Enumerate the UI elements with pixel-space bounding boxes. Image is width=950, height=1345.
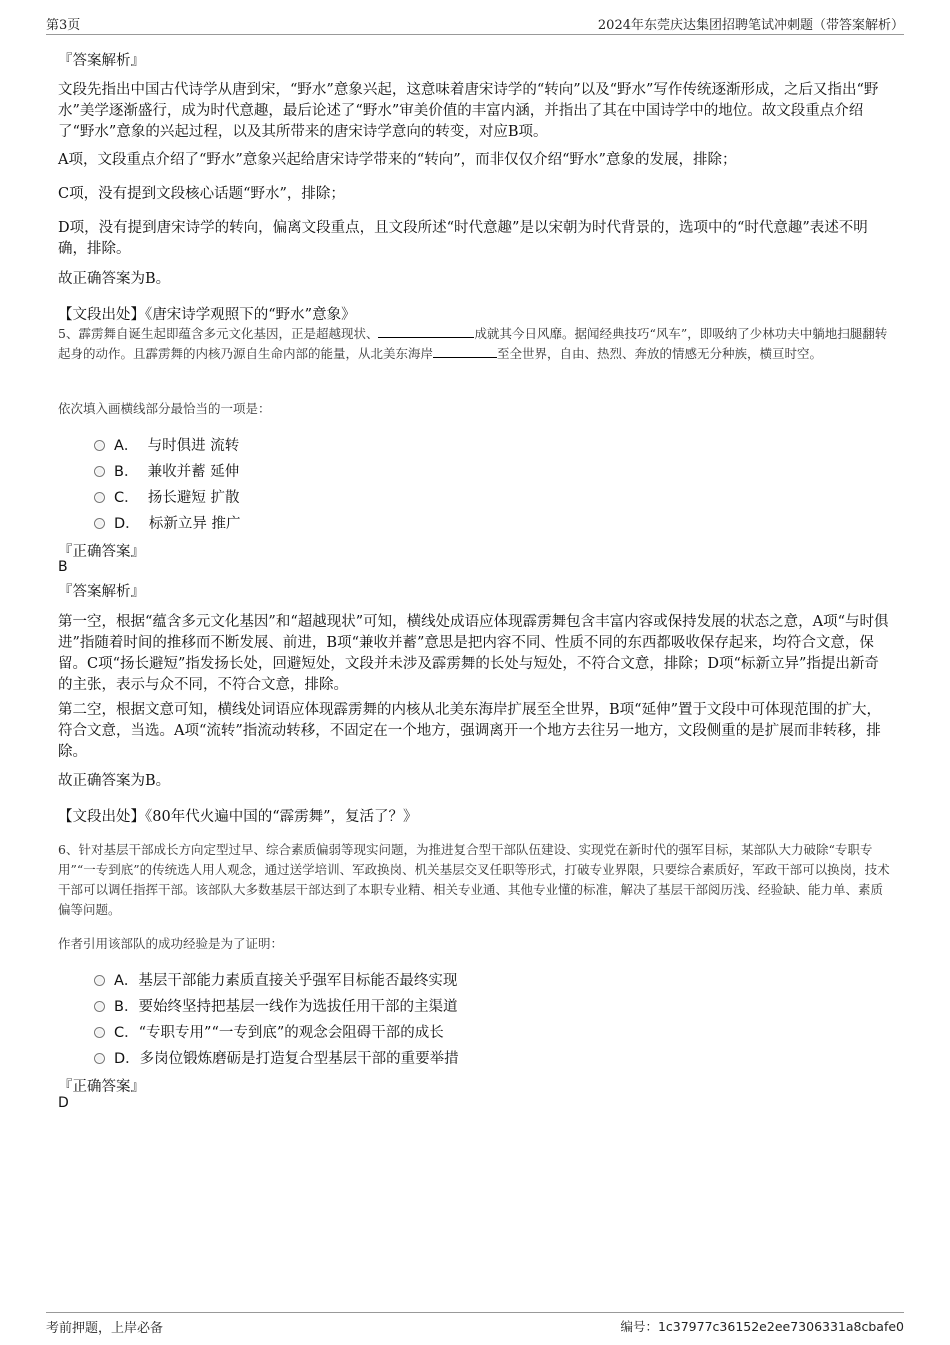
radio-icon[interactable] — [94, 440, 105, 451]
q5-stem-part-c: 至全世界，自由、热烈、奔放的情感无分种族，横亘时空。 — [497, 346, 823, 361]
q5-blank-1 — [378, 324, 474, 338]
q4-analysis-label: 『答案解析』 — [58, 53, 145, 69]
q6-answer-label: 『正确答案』 — [58, 1079, 145, 1095]
q5-answer: B — [58, 559, 68, 575]
source-label: 【文段出处】 — [58, 809, 145, 825]
q5-source — [58, 805, 418, 826]
source-label: 【文段出处】 — [58, 307, 145, 323]
radio-icon[interactable] — [94, 975, 105, 986]
radio-icon[interactable] — [94, 1027, 105, 1038]
q5-answer-label: 『正确答案』 — [58, 544, 145, 560]
q4-source — [58, 303, 356, 324]
q5-analysis-p3: 故正确答案为B。 — [58, 773, 171, 789]
q4-analysis-p1: 文段先指出中国古代诗学从唐到宋，“野水”意象兴起，这意味着唐宋诗学的“转向”以及“野水”写作传统逐渐形成，之后又指出“野水”美学逐渐盛行，成为时代意趣，最后论述了“野水”审美价值的丰富内涵，并指出了其在中国诗学中的地位。故文段重点介绍了“野水”意象的兴起过程，以及其所带来的唐宋诗学意向的转变，对应B项。 — [58, 82, 879, 140]
option-text: “专职专用”“一专到底”的观念会阻碍干部的成长 — [138, 1025, 444, 1041]
q5-analysis-label: 『答案解析』 — [58, 584, 145, 600]
option-text: 扬长避短 扩散 — [147, 490, 240, 506]
q4-analysis-p3: C项，没有提到文段核心话题“野水”，排除； — [58, 186, 345, 202]
q6-option-c[interactable] — [94, 1021, 444, 1042]
source-title: 《唐宋诗学观照下的“野水”意象》 — [145, 307, 356, 323]
q6-stem: 6、针对基层干部成长方向定型过早、综合素质偏弱等现实问题，为推进复合型干部队伍建设、实现党在新时代的强军目标，某部队大力破除“专职专用”“一专到底”的传统选人用人观念，通过送学培训、军政换岗、机关基层交叉任职等形式，打破专业界限，只要综合素质好，军政干部可以换岗，技术干部可以调任指挥干部。该部队大多数基层干部达到了本职专业精、相关专业通、其他专业懂的标准，解决了基层干部阅历浅、经验缺、能力单、素质偏等问题。 — [58, 842, 890, 917]
radio-icon[interactable] — [94, 1001, 105, 1012]
q5-stem-part-a: 5、霹雳舞自诞生起即蕴含多元文化基因，正是超越现状、 — [58, 326, 379, 341]
option-letter: C． — [114, 490, 139, 506]
option-text: 标新立异 推广 — [148, 516, 241, 532]
option-text: 要始终坚持把基层一线作为选拔任用干部的主渠道 — [138, 999, 458, 1015]
radio-icon[interactable] — [94, 466, 105, 477]
q6-option-d[interactable] — [94, 1047, 459, 1068]
option-letter: D． — [114, 1051, 140, 1067]
option-text: 多岗位锻炼磨砺是打造复合型基层干部的重要举措 — [139, 1051, 459, 1067]
q5-option-a[interactable] — [94, 434, 239, 455]
option-letter: D． — [114, 516, 140, 532]
q6-option-b[interactable] — [94, 995, 457, 1016]
option-letter: B． — [114, 464, 139, 480]
q5-prompt: 依次填入画横线部分最恰当的一项是： — [58, 401, 271, 416]
page-number: 第3页 — [46, 18, 81, 33]
option-letter: C． — [114, 1025, 139, 1041]
page-footer — [46, 1312, 904, 1335]
q5-option-c[interactable] — [94, 486, 239, 507]
radio-icon[interactable] — [94, 518, 105, 529]
document-title: 2024年东莞庆达集团招聘笔试冲刺题（带答案解析） — [597, 18, 904, 33]
q5-stem-part-b: 成就其今日风靡。据闻经典技巧“风车”，即吸纳了少林功夫中躺地扫腿翻转起身的动作。且霹雳舞的内核乃源自生命内部的能量，从北美东海岸 — [58, 326, 888, 361]
option-text: 基层干部能力素质直接关乎强军目标能否最终实现 — [138, 973, 458, 989]
page-header — [46, 14, 904, 35]
source-title: 《80年代火遍中国的“霹雳舞”，复活了？》 — [145, 809, 418, 825]
option-letter: B． — [114, 999, 139, 1015]
option-text: 兼收并蓄 延伸 — [147, 464, 240, 480]
q6-prompt: 作者引用该部队的成功经验是为了证明： — [58, 936, 284, 951]
q5-option-d[interactable] — [94, 512, 241, 533]
q6-answer: D — [58, 1095, 69, 1111]
q6-option-a[interactable] — [94, 969, 457, 990]
q5-option-b[interactable] — [94, 460, 239, 481]
option-letter: A． — [114, 438, 139, 454]
q4-analysis-p4: D项，没有提到唐宋诗学的转向，偏离文段重点，且文段所述“时代意趣”是以宋朝为时代背景的，选项中的“时代意趣”表述不明确，排除。 — [58, 220, 868, 257]
q5-stem — [58, 324, 892, 364]
radio-icon[interactable] — [94, 1053, 105, 1064]
footer-slogan: 考前押题，上岸必备 — [46, 1321, 164, 1336]
q5-blank-2 — [433, 344, 497, 358]
q5-analysis-p2: 第二空，根据文意可知，横线处词语应体现霹雳舞的内核从北美东海岸扩展至全世界，B项“延伸”置于文段中可体现范围的扩大，符合文意，当选。A项“流转”指流动转移，不固定在一个地方，强调离开一个地方去往另一地方，文段侧重的是扩展而非转移，排除。 — [58, 702, 881, 760]
option-letter: A． — [114, 973, 139, 989]
option-text: 与时俱进 流转 — [147, 438, 240, 454]
q4-analysis-p2: A项，文段重点介绍了“野水”意象兴起给唐宋诗学带来的“转向”，而非仅仅介绍“野水”意象的发展，排除； — [58, 152, 737, 168]
q5-analysis-p1: 第一空，根据“蕴含多元文化基因”和“超越现状”可知，横线处成语应体现霹雳舞包含丰富内容或保持发展的状态之意，A项“与时俱进”指随着时间的推移而不断发展、前进，B项“兼收并蓄”意思是把内容不同、性质不同的东西都吸收保存起来，均符合文意，保留。C项“扬长避短”指发扬长处，回避短处，文段并未涉及霹雳舞的长处与短处，不符合文意，排除；D项“标新立异”指提出新奇的主张，表示与众不同，不符合文意，排除。 — [58, 614, 889, 693]
document-code: 编号：1c37977c36152e2ee7306331a8cbafe0 — [620, 1319, 904, 1334]
radio-icon[interactable] — [94, 492, 105, 503]
q4-analysis-p5: 故正确答案为B。 — [58, 271, 171, 287]
